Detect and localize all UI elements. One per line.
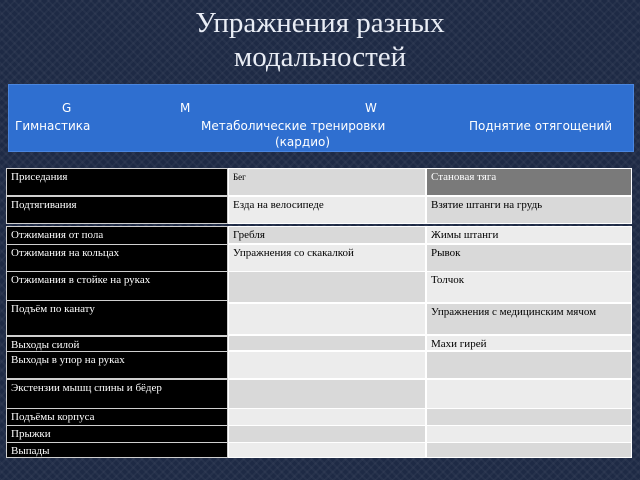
cardio-cell: Езда на велосипеде: [228, 196, 426, 224]
gymnastics-cell: Подъём по канату: [6, 300, 228, 336]
gymnastics-cell: Выходы силой: [6, 336, 228, 352]
weights-cell: Упражнения с медицинским мячом: [426, 303, 632, 335]
gymnastics-cell: Экстензии мышц спины и бёдер: [6, 379, 228, 409]
cardio-cell-empty: [228, 379, 426, 409]
gymnastics-cell: Выходы в упор на руках: [6, 351, 228, 379]
weights-cell-empty: [426, 425, 632, 443]
weights-cell-empty: [426, 379, 632, 409]
w-letter: W: [365, 101, 377, 115]
gymnastics-cell: Подъёмы корпуса: [6, 408, 228, 426]
gymnastics-cell: Прыжки: [6, 425, 228, 443]
weights-cell-empty: [426, 408, 632, 426]
m-label-line-1: Метаболические тренировки: [201, 119, 386, 133]
weights-cell: Взятие штанги на грудь: [426, 196, 632, 224]
weights-cell: Махи гирей: [426, 335, 632, 351]
gymnastics-cell: Подтягивания: [6, 196, 228, 224]
cardio-cell-empty: [228, 425, 426, 443]
w-label: Поднятие отягощений: [469, 119, 613, 133]
weights-header-cell: Становая тяга: [426, 168, 632, 196]
m-letter: M: [180, 101, 191, 115]
cardio-cell-empty: [228, 303, 426, 335]
cardio-cell-empty: [228, 351, 426, 379]
m-label-line-2: (кардио): [275, 135, 331, 149]
cardio-cell: Гребля: [228, 226, 426, 244]
weights-cell: Толчок: [426, 271, 632, 303]
title-line-2: модальностей: [233, 41, 407, 73]
weights-cell-empty: [426, 351, 632, 379]
gymnastics-cell: Приседания: [6, 168, 228, 196]
cardio-cell-empty: [228, 408, 426, 426]
cardio-cell-empty: [228, 271, 426, 303]
weights-cell: Жимы штанги: [426, 226, 632, 244]
g-letter: G: [62, 101, 72, 115]
weights-cell-empty: [426, 442, 632, 458]
gymnastics-cell: Выпады: [6, 442, 228, 458]
cardio-cell: Бег: [228, 168, 426, 196]
cardio-cell: Упражнения со скакалкой: [228, 244, 426, 272]
gymnastics-cell: Отжимания от пола: [6, 226, 228, 246]
gymnastics-cell: Отжимания в стойке на руках: [6, 271, 228, 303]
g-label: Гимнастика: [15, 119, 91, 133]
weights-cell: Рывок: [426, 244, 632, 272]
title-line-1: Упражнения разных: [195, 7, 445, 39]
cardio-cell-empty: [228, 442, 426, 458]
cardio-cell-empty: [228, 335, 426, 351]
gymnastics-cell: Отжимания на кольцах: [6, 244, 228, 272]
